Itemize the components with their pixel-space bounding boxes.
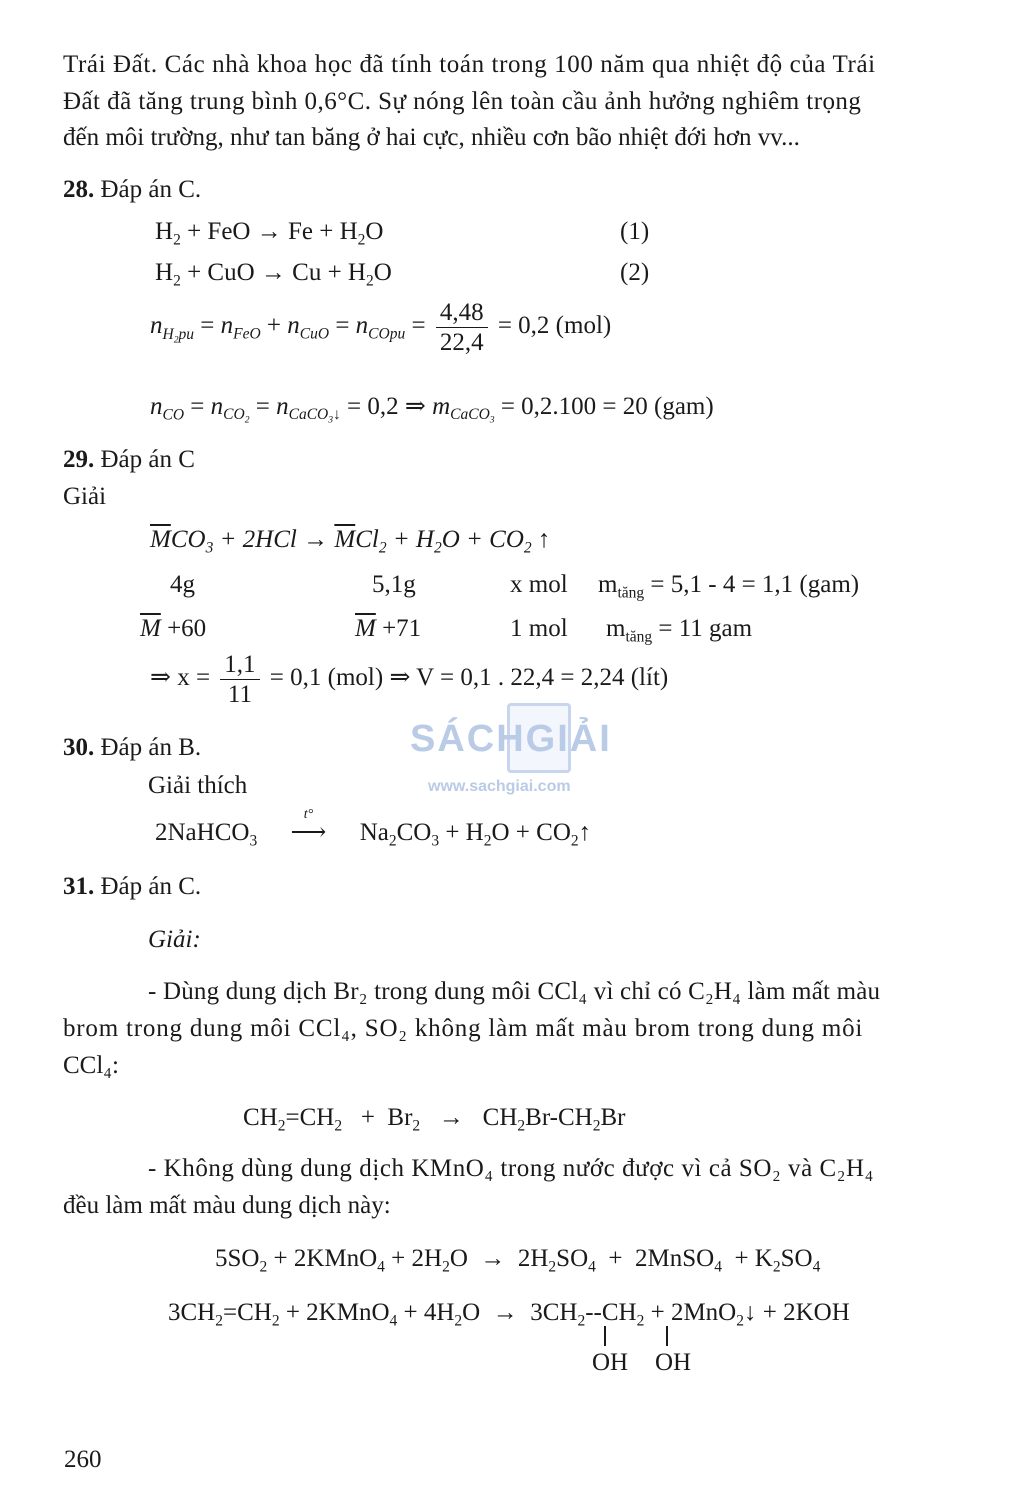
hydroxyl-left: OH [592, 1349, 629, 1376]
q30-number: 30. [63, 734, 95, 761]
q30-heading [63, 733, 201, 763]
q31-para1-line2: brom trong dung môi CCl₄, SO₂ không làm mất màu brom trong dung môi [63, 1015, 864, 1042]
q29-fraction: $\frac{1,1}{11}$ [220, 652, 259, 707]
q28-mass-equation: $n_{CO} = n_{CO_2} = n_{CaCO_3↓} = 0,2$ ⇒ $m_{CaCO_3} = 0,2.100 = 20$ (gam) [150, 393, 714, 426]
q31-para2-line1: - Không dùng dung dịch KMnO₄ trong nước được vì cả SO₂ và C₂H₄ [148, 1155, 874, 1182]
q28-mole-equation: $n_{H_2pu} = n_{FeO} + n_{CuO} = n_{COpu}$ = $\frac{4,48}{22,4}$ = 0,2 (mol) [150, 299, 612, 356]
q31-number: 31. [63, 873, 95, 900]
q28-eq1-tag: (1) [620, 218, 650, 245]
q31-solution-label: Giải: [148, 926, 201, 953]
q31-so2-kmno4-reaction: $5SO_2$ + 2KMnO$_4$ + $2H_2O \to 2H_2SO_4$ + 2MnSO$_4$ + $K_2SO_4$ [215, 1245, 821, 1276]
q29-row2-molar-in: $\overline{M} +60$ [140, 615, 207, 642]
page-number: 260 [64, 1446, 102, 1473]
q29-volume-calc: ⇒ x = $\frac{1,1}{11}$ = 0,1 (mol) ⇒ V = 0,1 . 22,4 = 2,24 (lít) [150, 651, 669, 708]
q29-row1-moles: x mol [510, 571, 568, 598]
q29-row1-mass-in: 4g [170, 571, 195, 598]
q28-eq2-tag: (2) [620, 259, 650, 286]
q30-answer: Đáp án B. [100, 734, 202, 761]
q31-para1-line1: - Dùng dung dịch Br₂ trong dung môi CCl₄ vì chỉ có C₂H₄ làm mất màu [148, 978, 881, 1005]
q30-explanation-label: Giải thích [148, 772, 248, 799]
q31-ethylene-kmno4-reaction: $3CH_2=CH_2$ + 2KMnO$_4$ + $4H_2O \to 3CH_2--CH_2$ + 2MnO$_2$↓ + 2KOH [168, 1299, 850, 1330]
intro-line-1: Trái Đất. Các nhà khoa học đã tính toán trong 100 năm qua nhiệt độ của Trái [63, 51, 876, 78]
q31-bromine-reaction: $CH_2=CH_2 + Br_2 \to CH_2Br-CH_2Br$ [243, 1104, 626, 1135]
watermark-url: www.sachgiai.com [428, 778, 571, 795]
q29-heading [63, 445, 195, 475]
q30-reaction: 2NaHCO$_3$ t° ⟶ $Na_2CO_3 + H_2O$ + $CO_2↑$ [155, 807, 592, 850]
q29-number: 29. [63, 446, 95, 473]
q28-answer: Đáp án C. [100, 176, 202, 203]
q31-heading [63, 872, 201, 902]
q31-answer: Đáp án C. [100, 873, 202, 900]
q31-para1-line3: CCl₄: [63, 1052, 119, 1079]
q29-row2-increase: $m_{tăng} = 11$ gam [606, 615, 753, 646]
heat-arrow: t° ⟶ [290, 807, 327, 846]
q31-para2-line2: đều làm mất màu dung dịch này: [63, 1192, 391, 1219]
q28-fraction: $\frac{4,48}{22,4}$ [436, 300, 488, 355]
q28-mass-result: = 0,2.100 = 20 (gam) [500, 393, 714, 420]
intro-line-2: Đất đã tăng trung bình 0,6°C. Sự nóng lên toàn cầu ảnh hưởng nghiêm trọng [63, 88, 862, 115]
q28-equation-1: $H_2$ + FeO → $Fe + H_2O$ [155, 218, 384, 249]
q28-heading [63, 175, 201, 205]
watermark-title: SÁCHGIẢI [410, 718, 612, 760]
q29-row1-mass-out: 5,1g [372, 571, 416, 598]
q28-result: = 0,2 (mol) [497, 312, 612, 340]
q28-equation-2: $H_2$ + CuO → $Cu + H_2O$ [155, 259, 392, 290]
q29-reaction: $\overline{M}CO_3 + 2HCl \to \overline{M}Cl_2 + H_2O + CO_2$ ↑ [150, 526, 551, 557]
q29-solution-label: Giải [63, 483, 107, 510]
intro-line-3: đến môi trường, như tan băng ở hai cực, nhiều cơn bão nhiệt đới hơn vv... [63, 124, 800, 151]
hydroxyl-right: OH [655, 1349, 692, 1376]
q29-row2-molar-out: $\overline{M} +71$ [355, 615, 422, 642]
q29-row2-moles: 1 mol [510, 615, 568, 642]
q29-answer: Đáp án C [100, 446, 195, 473]
bond-line-left [604, 1326, 606, 1346]
q28-number: 28. [63, 176, 95, 203]
q29-row1-increase: $m_{tăng} = 5,1 - 4 = 1,1$ (gam) [598, 571, 860, 602]
bond-line-right [666, 1326, 668, 1346]
